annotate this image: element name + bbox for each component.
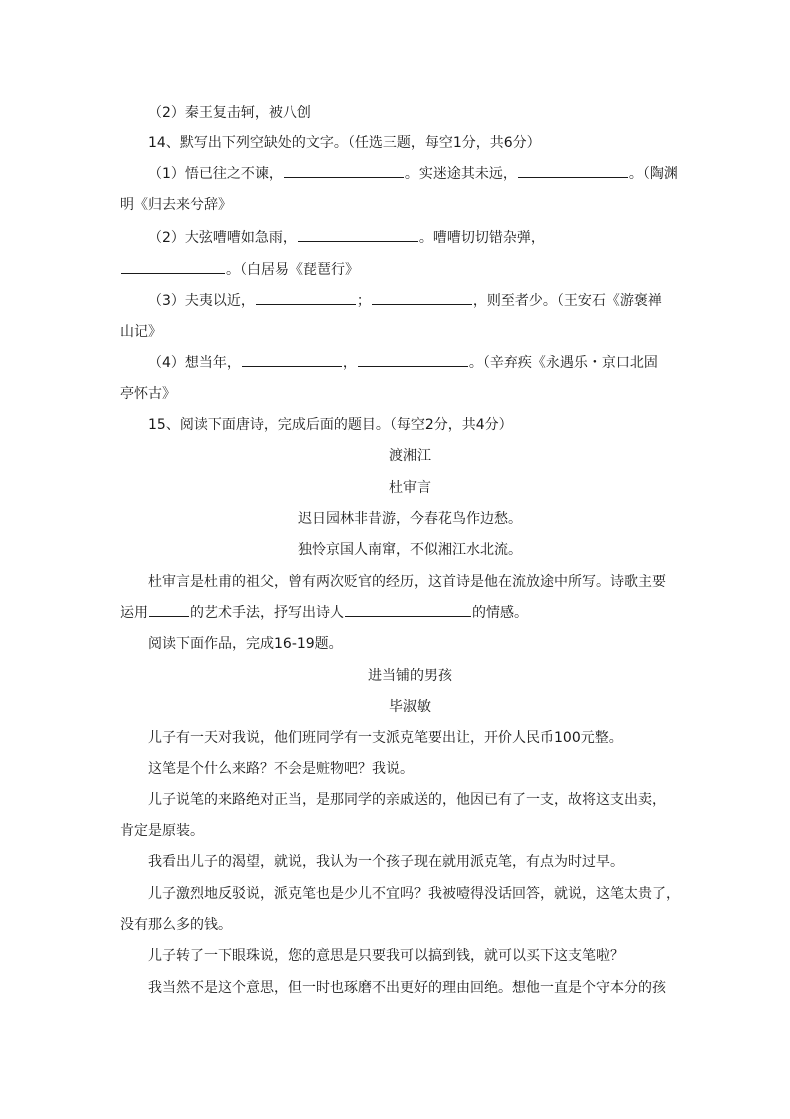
poem-title: 渡湘江 <box>389 448 431 464</box>
q15-text-d: 的情感。 <box>472 605 528 621</box>
poem-line-2: 独怜京国人南窜，不似湘江水北流。 <box>298 542 522 558</box>
q14-2-blank-1[interactable] <box>298 229 418 242</box>
story-paragraph-7: 我当然不是这个意思，但一时也琢磨不出更好的理由回绝。想他一直是个守本分的孩 <box>148 980 666 996</box>
story-paragraph-2: 这笔是个什么来路？不会是赃物吧？我说。 <box>148 761 414 777</box>
q15-text-b: 运用 <box>120 605 148 621</box>
story-paragraph-3b: 肯定是原装。 <box>120 823 204 839</box>
q14-1-text-b: 。实迷途其未远， <box>404 166 517 182</box>
q13-item-2: （2）秦王复击轲，被八创 <box>148 105 311 121</box>
q14-3-text-a: （3）夫夷以近， <box>148 293 255 309</box>
q14-item-2-line1 <box>148 229 545 247</box>
q14-4-text-a: （4）想当年， <box>148 355 241 371</box>
story-author: 毕淑敏 <box>389 699 431 715</box>
q15-blank-1[interactable] <box>149 604 189 617</box>
q15-text-a: 杜审言是杜甫的祖父，曾有两次贬官的经历，这首诗是他在流放途中所写。诗歌主要 <box>148 574 666 590</box>
story-paragraph-3a: 儿子说笔的来路绝对正当，是那同学的亲戚送的，他因已有了一支，故将这支出卖， <box>148 792 666 808</box>
q14-item-4-line1 <box>148 354 658 372</box>
q15-title: 15、阅读下面唐诗，完成后面的题目。（每空2分，共4分） <box>148 417 513 433</box>
q14-3-blank-2[interactable] <box>372 292 472 305</box>
intro-16-19: 阅读下面作品，完成16-19题。 <box>148 636 343 652</box>
story-paragraph-6: 儿子转了一下眼珠说，您的意思是只要我可以搞到钱，就可以买下这支笔啦？ <box>148 948 624 964</box>
story-paragraph-5b: 没有那么多的钱。 <box>120 917 232 933</box>
story-title: 进当铺的男孩 <box>368 668 452 684</box>
q14-title: 14、默写出下列空缺处的文字。（任选三题，每空1分，共6分） <box>148 135 541 151</box>
q14-4-text-b: ， <box>342 355 357 371</box>
q14-item-2-line2 <box>120 261 359 279</box>
story-paragraph-4: 我看出儿子的渴望，就说，我认为一个孩子现在就用派克笔，有点为时过早。 <box>148 854 624 870</box>
q14-item-1-line1 <box>148 165 678 183</box>
q14-2-blank-2[interactable] <box>121 261 225 274</box>
q14-item-3-line1 <box>148 292 662 310</box>
q14-1-text-c: 。（陶渊 <box>628 166 678 182</box>
q14-3-text-b: ； <box>356 293 371 309</box>
q15-text-line2 <box>120 604 528 622</box>
poem-author: 杜审言 <box>389 480 431 496</box>
q14-3-text-c: ，则至者少。（王安石《游褒禅 <box>472 293 662 309</box>
poem-line-1: 迟日园林非昔游，今春花鸟作边愁。 <box>298 511 522 527</box>
q15-text-c: 的艺术手法，抒写出诗人 <box>190 605 344 621</box>
q15-blank-2[interactable] <box>345 604 471 617</box>
story-paragraph-1: 儿子有一天对我说，他们班同学有一支派克笔要出让，开价人民币100元整。 <box>148 730 623 746</box>
q14-1-text-a: （1）悟已往之不谏， <box>148 166 283 182</box>
q14-4-blank-1[interactable] <box>242 354 342 367</box>
q14-1-text-d: 明《归去来兮辞》 <box>120 197 232 213</box>
story-paragraph-5a: 儿子激烈地反驳说，派克笔也是少儿不宜吗？我被噎得没话回答，就说，这笔太贵了， <box>148 886 680 902</box>
q14-3-text-d: 山记》 <box>120 324 162 340</box>
q14-4-blank-2[interactable] <box>358 354 468 367</box>
q14-2-text-a: （2）大弦嘈嘈如急雨， <box>148 230 297 246</box>
q14-2-text-b: 。嘈嘈切切错杂弹， <box>418 230 545 246</box>
q14-4-text-c: 。（辛弃疾《永遇乐・京口北固 <box>468 355 658 371</box>
q14-2-text-c: 。（白居易《琵琶行》 <box>226 262 359 278</box>
q14-1-blank-2[interactable] <box>518 165 628 178</box>
q14-3-blank-1[interactable] <box>256 292 356 305</box>
q14-4-text-d: 亭怀古》 <box>120 386 176 402</box>
q14-1-blank-1[interactable] <box>284 165 404 178</box>
